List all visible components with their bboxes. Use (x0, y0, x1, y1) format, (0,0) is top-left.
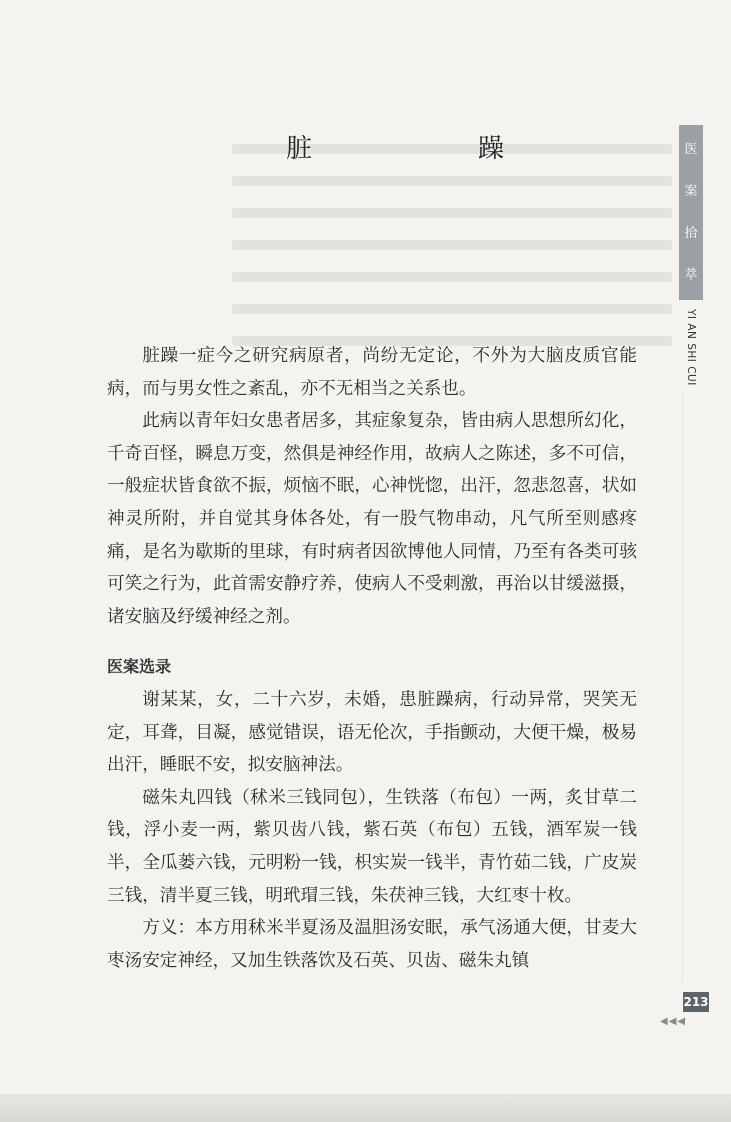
sidebar-char: 案 (684, 184, 698, 200)
section-heading: 医案选录 (107, 657, 172, 676)
sidebar-char: 医 (684, 142, 698, 158)
sidebar-pinyin (681, 302, 701, 392)
page-number: 213 (683, 992, 709, 1012)
paragraph: 谢某某，女，二十六岁，未婚，患脏躁病，行动异常，哭笑无定，耳聋，目凝，感觉错误，语无伦次，手指颤动，大便干燥，极易出汗，睡眠不安，拟安脑神法。 (107, 690, 637, 776)
arrows-icon: ◀◀◀ (660, 1016, 687, 1027)
case-record-text (107, 684, 637, 977)
paragraph: 磁朱丸四钱（秫米三钱同包），生铁落（布包）一两，炙甘草二钱，浮小麦一两，紫贝齿八钱，紫石英（布包）五钱，酒军炭一钱半，全瓜蒌六钱，元明粉一钱，枳实炭一钱半，青竹茹二钱，广皮炭三钱，清半夏三钱，明玳瑁三钱，朱茯神三钱，大红枣十枚。 (107, 787, 637, 906)
paragraph: 脏躁一症今之研究病原者，尚纷无定论，不外为大脑皮质官能病，而与男女性之紊乱，亦不无相当之关系也。 (107, 346, 637, 399)
sidebar-char: 拾 (684, 225, 698, 241)
paragraph: 此病以青年妇女患者居多，其症象复杂，皆由病人思想所幻化，千奇百怪，瞬息万变，然俱是神经作用，故病人之陈述，多不可信，一般症状皆食欲不振，烦恼不眠，心神恍惚，出汗，忽悲忽喜，状如神灵所附，并自觉其身体各处，有一股气物串动，凡气所至则感疼痛，是名为歇斯的里球，有时病者因欲博他人同情，乃至有各类可骇可笑之行为，此首需安静疗养，使病人不受刺激，再治以甘缓滋摄，诸安脑及纾缓神经之剂。 (107, 411, 637, 627)
sidebar-tab (679, 125, 703, 300)
side-strip (682, 392, 701, 982)
paragraph: 方义：本方用秫米半夏汤及温胆汤安眠，承气汤通大便，甘麦大枣汤安定神经，又加生铁落饮及石英、贝齿、磁朱丸镇 (107, 918, 637, 971)
page-edge-shadow (0, 1094, 731, 1122)
intro-text (107, 340, 637, 633)
pinyin-label: YI AN SHI CUI (685, 308, 697, 386)
page-title: 脏 躁 (286, 134, 575, 164)
sidebar-char: 萃 (684, 267, 698, 283)
